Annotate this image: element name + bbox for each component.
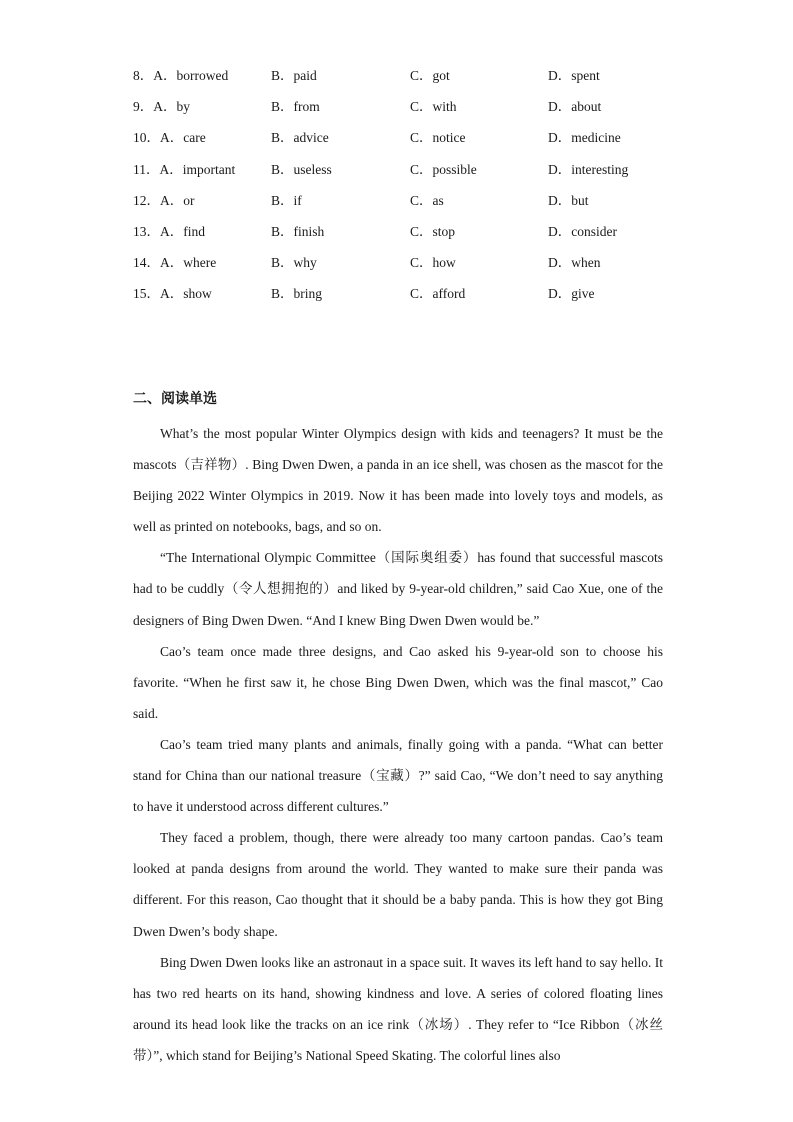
option-b: B．finish	[271, 223, 325, 239]
question-number: 8．	[133, 68, 154, 83]
option-c: C．afford	[410, 286, 466, 302]
option-a: A．show	[160, 286, 212, 302]
question-number: 9．	[133, 99, 154, 115]
option-c: C．notice	[410, 130, 466, 146]
option-d: D．give	[548, 286, 595, 302]
question-option	[133, 221, 205, 243]
option-c: C．stop	[410, 223, 456, 239]
question-option	[133, 190, 195, 212]
option-a: A．or	[160, 192, 195, 208]
question-row-8	[133, 65, 693, 96]
option-b: B．advice	[271, 130, 329, 146]
question-row-11	[133, 159, 693, 190]
option-d: D．spent	[548, 68, 600, 83]
question-number: 15．	[133, 286, 160, 302]
question-number: 10．	[133, 130, 160, 146]
option-b: B．from	[271, 99, 320, 115]
question-row-10	[133, 127, 693, 158]
option-b: B．paid	[271, 68, 317, 83]
question-option	[133, 159, 235, 181]
reading-passage	[133, 418, 663, 1071]
option-b: B．useless	[271, 161, 332, 177]
option-a: A．important	[159, 161, 236, 177]
option-b: B．why	[271, 255, 317, 271]
question-number: 14．	[133, 255, 160, 271]
passage-paragraph: Cao’s team tried many plants and animals, finally going with a panda. “What can better stand for China than our national treasure（宝藏）?” said Cao, “We don’t need to say anything to have it understood across different cultures.”	[133, 736, 663, 815]
option-a: A．find	[160, 223, 205, 239]
question-option	[133, 96, 190, 118]
option-d: D．but	[548, 192, 589, 208]
option-c: C．with	[410, 99, 457, 115]
option-d: D．interesting	[548, 161, 629, 177]
option-d: D．about	[548, 99, 602, 115]
passage-paragraph: Bing Dwen Dwen looks like an astronaut in a space suit. It waves its left hand to say hello. It has two red hearts on its hand, showing kindness and love. A series of colored floating lines around its head look like the tracks on an ice rink（冰场）. They refer to “Ice Ribbon（冰丝带）”, which stand for Beijing’s National Speed Skating. The colorful lines also	[133, 954, 663, 1063]
question-option	[133, 65, 228, 87]
question-option	[133, 127, 206, 149]
question-number: 13．	[133, 223, 160, 239]
option-a: A．borrowed	[153, 68, 229, 83]
answer-options-list	[133, 65, 693, 315]
question-row-14	[133, 252, 693, 283]
option-a: A．where	[160, 255, 217, 271]
question-row-13	[133, 221, 693, 252]
option-c: C．how	[410, 255, 456, 271]
question-number: 11．	[133, 161, 160, 177]
question-row-9	[133, 96, 693, 127]
option-a: A．care	[160, 130, 206, 146]
passage-paragraph: “The International Olympic Committee（国际奥组委）has found that successful mascots had to be cuddly（令人想拥抱的）and liked by 9-year-old children,” said Cao Xue, one of the designers of Bing Dwen Dwen. “And I knew Bing Dwen Dwen would be.”	[133, 550, 663, 628]
option-c: C．possible	[410, 161, 477, 177]
passage-paragraph: Cao’s team once made three designs, and Cao asked his 9-year-old son to choose his favorite. “When he first saw it, he chose Bing Dwen Dwen, which was the final mascot,” Cao said.	[133, 643, 663, 721]
question-number: 12．	[133, 192, 160, 208]
question-option	[133, 283, 212, 305]
question-option	[133, 252, 216, 274]
option-d: D．when	[548, 255, 601, 271]
option-d: D．medicine	[548, 130, 621, 146]
option-b: B．if	[271, 192, 302, 208]
option-c: C．got	[410, 68, 450, 83]
option-c: C．as	[410, 192, 444, 208]
passage-paragraph: They faced a problem, though, there were already too many cartoon pandas. Cao’s team looked at panda designs from around the world. They wanted to make sure their panda was different. For this reason, Cao thought that it should be a baby panda. This is how they got Bing Dwen Dwen’s body shape.	[133, 830, 663, 939]
option-d: D．consider	[548, 223, 617, 239]
passage-paragraph: What’s the most popular Winter Olympics design with kids and teenagers? It must be the mascots（吉祥物）. Bing Dwen Dwen, a panda in an ice shell, was chosen as the mascot for the Beijing 2022 Winter Olympics in 2019. Now it has been made into lovely toys and models, as well as printed on notebooks, bags, and so on.	[133, 426, 663, 535]
option-b: B．bring	[271, 286, 323, 302]
option-a: A．by	[153, 99, 190, 115]
section-heading: 二、阅读单选	[133, 391, 217, 407]
question-row-12	[133, 190, 693, 221]
question-row-15	[133, 283, 693, 314]
